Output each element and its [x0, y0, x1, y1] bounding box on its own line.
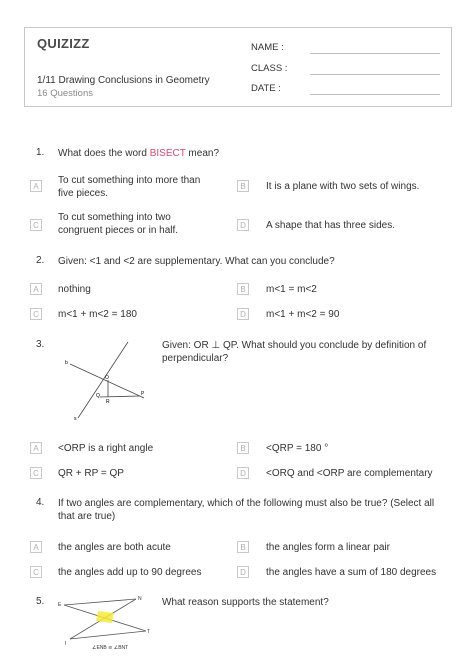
angle-figure: [56, 593, 154, 653]
date-label: DATE :: [251, 83, 281, 94]
option-letter-c[interactable]: C: [30, 308, 42, 320]
option-text[interactable]: the angles have a sum of 180 degrees: [266, 567, 437, 578]
option-letter-d[interactable]: D: [237, 467, 249, 479]
question-text: What reason supports the statement?: [162, 597, 329, 608]
highlight-region: [96, 611, 114, 623]
option-text[interactable]: To cut something into two congruent pieces or in half.: [58, 212, 179, 236]
option-text[interactable]: the angles are both acute: [58, 542, 171, 553]
option-text[interactable]: QR + RP = QP: [58, 468, 124, 479]
option-letter-c[interactable]: C: [30, 566, 42, 578]
question-text: Given: <1 and <2 are supplementary. What can you conclude?: [58, 256, 335, 267]
question-text: Given: OR ⊥ QP. What should you conclude by definition of perpendicular?: [162, 340, 427, 364]
label-i: I: [65, 641, 67, 647]
name-line[interactable]: [310, 53, 440, 54]
highlighted-term: BISECT: [149, 148, 186, 159]
question-number: 3.: [36, 339, 45, 350]
option-letter-b[interactable]: B: [237, 541, 249, 553]
question-text: [58, 147, 219, 160]
question-count: 16 Questions: [37, 88, 93, 99]
question-text: If two angles are complementary, which of the following must also be true? (Select all that are true): [58, 498, 435, 522]
option-text[interactable]: m<1 + m<2 = 90: [266, 309, 340, 320]
option-text[interactable]: the angles form a linear pair: [266, 542, 390, 553]
label-r: R: [106, 399, 110, 405]
question-text-part: mean?: [185, 148, 220, 159]
figure-caption: ∠ENB ≅ ∠BNT: [92, 645, 129, 651]
label-s: s: [74, 416, 77, 422]
option-letter-d[interactable]: D: [237, 308, 249, 320]
option-letter-c[interactable]: C: [30, 219, 42, 231]
label-t: T: [147, 629, 151, 635]
option-text[interactable]: A shape that has three sides.: [266, 220, 395, 231]
class-label: CLASS :: [251, 63, 288, 74]
top-line: [64, 599, 136, 605]
date-line[interactable]: [310, 94, 440, 95]
label-p: P: [141, 391, 145, 397]
option-letter-a[interactable]: A: [30, 180, 42, 192]
option-text[interactable]: nothing: [58, 284, 91, 295]
option-letter-c[interactable]: C: [30, 467, 42, 479]
label-e: E: [58, 602, 62, 608]
question-number: 5.: [36, 596, 45, 607]
option-letter-a[interactable]: A: [30, 283, 42, 295]
label-o: O: [105, 375, 109, 381]
label-n: N: [138, 596, 142, 602]
perpendicular-lines-figure: [58, 340, 154, 422]
option-letter-a[interactable]: A: [30, 541, 42, 553]
option-text[interactable]: m<1 = m<2: [266, 284, 317, 295]
option-letter-b[interactable]: B: [237, 180, 249, 192]
option-letter-d[interactable]: D: [237, 566, 249, 578]
option-letter-d[interactable]: D: [237, 219, 249, 231]
label-q: Q: [96, 393, 100, 399]
name-label: NAME :: [251, 42, 284, 53]
option-text[interactable]: It is a plane with two sets of wings.: [266, 181, 420, 192]
option-letter-b[interactable]: B: [237, 442, 249, 454]
class-line[interactable]: [310, 74, 440, 75]
quizizz-logo: QUIZIZZ: [37, 36, 90, 51]
question-text-part: What does the word: [58, 148, 150, 159]
option-text[interactable]: <QRP = 180 °: [266, 443, 329, 454]
worksheet-header: [24, 27, 452, 107]
option-letter-a[interactable]: A: [30, 442, 42, 454]
line-b: [70, 364, 144, 398]
option-text[interactable]: To cut something into more than five pieces.: [58, 175, 201, 199]
option-text[interactable]: m<1 + m<2 = 180: [58, 309, 137, 320]
question-number: 4.: [36, 497, 45, 508]
option-text[interactable]: <ORP is a right angle: [58, 443, 154, 454]
question-number: 1.: [36, 147, 45, 158]
option-text[interactable]: <ORQ and <ORP are complementary: [266, 468, 433, 479]
option-letter-b[interactable]: B: [237, 283, 249, 295]
option-text[interactable]: the angles add up to 90 degrees: [58, 567, 202, 578]
worksheet-title: 1/11 Drawing Conclusions in Geometry: [37, 75, 210, 86]
label-b: b: [65, 360, 68, 366]
line-s: [78, 342, 128, 418]
segment-qp: [100, 396, 140, 397]
question-number: 2.: [36, 255, 45, 266]
